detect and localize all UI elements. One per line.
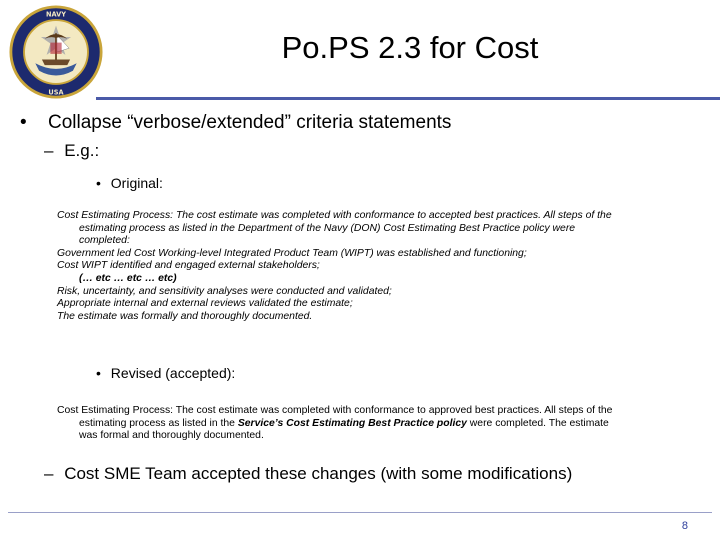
eg-item <box>44 141 99 161</box>
dash-mark: – <box>44 464 54 483</box>
revised-line <box>57 418 705 431</box>
header-divider <box>96 97 720 100</box>
original-line: Cost Estimating Process: The cost estimate was completed with conformance to accepted best practices. All steps of the <box>57 210 612 221</box>
sub-bullet-mark: • <box>96 365 101 381</box>
original-line: Government led Cost Working-level Integrated Product Team (WIPT) was established and functioning; <box>57 247 527 259</box>
svg-text:USA: USA <box>48 88 64 97</box>
svg-text:NAVY: NAVY <box>45 10 67 19</box>
sme-text: Cost SME Team accepted these changes (with some modifications) <box>64 464 573 483</box>
revised-line: Cost Estimating Process: The cost estimate was completed with conformance to approved best practices. All steps of the <box>57 405 613 416</box>
revised-criteria-text <box>57 405 705 443</box>
original-line: Appropriate internal and external reviews validated the estimate; <box>57 298 353 310</box>
revised-label: Revised (accepted): <box>110 365 236 381</box>
dash-mark: – <box>44 141 54 160</box>
sub-bullet-mark: • <box>96 175 101 191</box>
navy-seal-logo <box>9 5 103 99</box>
revised-line: was formal and thoroughly documented. <box>79 430 264 442</box>
original-line: completed: <box>79 235 130 247</box>
original-label: Original: <box>110 175 163 191</box>
original-criteria-text <box>57 210 705 323</box>
revised-text: were completed. The estimate <box>466 417 609 429</box>
footer-divider <box>8 512 712 513</box>
original-line: (… etc … etc … etc) <box>79 272 177 284</box>
revised-bullet <box>96 365 235 381</box>
bullet-mark: • <box>20 112 27 133</box>
sme-item <box>44 464 572 484</box>
revised-emphasis: Service’s Cost Estimating Best Practice policy <box>237 417 467 429</box>
original-bullet <box>96 175 163 191</box>
original-line: Risk, uncertainty, and sensitivity analyses were conducted and validated; <box>57 285 392 297</box>
revised-text: estimating process as listed in the <box>79 417 238 429</box>
slide-title: Po.PS 2.3 for Cost <box>281 30 539 65</box>
original-line: Cost WIPT identified and engaged external stakeholders; <box>57 260 320 272</box>
page-number: 8 <box>681 520 688 532</box>
original-line: estimating process as listed in the Department of the Navy (DON) Cost Estimating Best Practice policy were <box>79 222 576 234</box>
eg-text: E.g.: <box>64 141 100 160</box>
original-line: The estimate was formally and thoroughly documented. <box>57 310 313 322</box>
main-bullet-text: Collapse “verbose/extended” criteria statements <box>48 112 452 133</box>
